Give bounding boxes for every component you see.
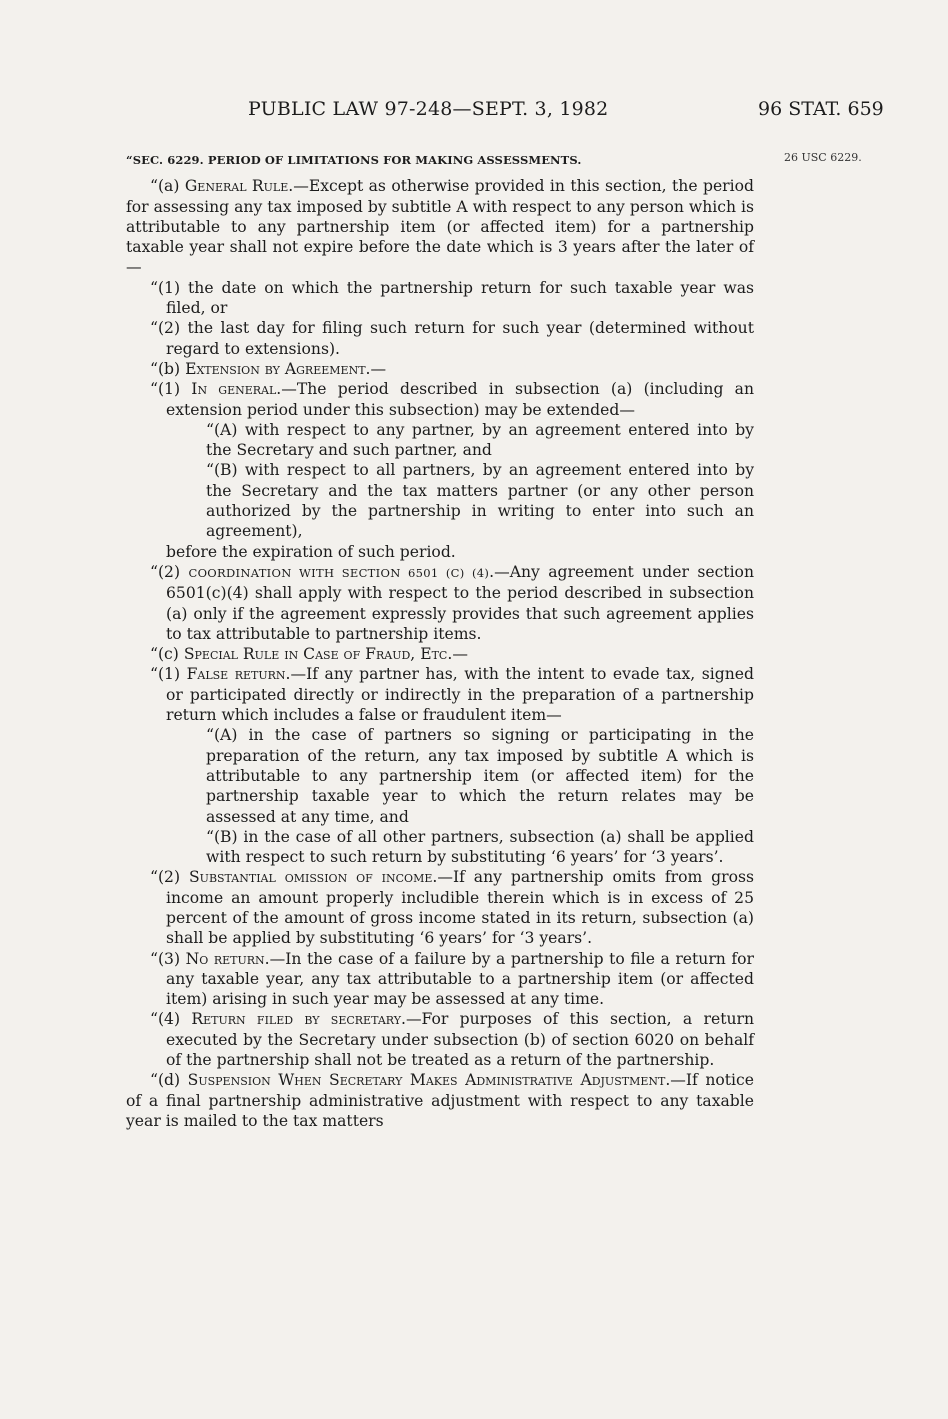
usc-citation-note: 26 USC 6229. xyxy=(784,151,862,164)
subsection-a-paragraph-2: “(2) the last day for filing such return for such year (determined without regard to extensions). xyxy=(150,319,754,358)
public-law-title: PUBLIC LAW 97-248—SEPT. 3, 1982 xyxy=(248,98,609,120)
subsection-c-subparagraph-a: “(A) in the case of partners so signing or participating in the preparation of the return, any tax imposed by subtitle A which is attributable to any partnership item (or affected item) for the partnership taxable year to which the return relates may be assessed at any time, and xyxy=(206,726,754,826)
section-heading: “SEC. 6229. PERIOD OF LIMITATIONS FOR MAKING ASSESSMENTS. xyxy=(126,153,582,167)
subsection-a-paragraph-1: “(1) the date on which the partnership return for such taxable year was filed, or xyxy=(150,278,754,318)
subsection-c-paragraph-1: “(1) False return.—If any partner has, with the intent to evade tax, signed or participated directly or indirectly in the preparation of a partnership return which includes a false or fraudulent item— xyxy=(150,665,754,725)
subsection-b-subparagraph-a: “(A) with respect to any partner, by an agreement entered into by the Secretary and such partner, and xyxy=(206,420,754,460)
subsection-c-paragraph-4: “(4) Return filed by secretary.—For purposes of this section, a return executed by the Secretary under subsection (b) of section 6020 on behalf of the partnership shall not be treated as a return of the partnership. xyxy=(150,1010,755,1070)
statute-body xyxy=(126,150,754,1131)
subsection-c-subparagraph-b: “(B) in the case of all other partners, subsection (a) shall be applied with respect to such return by substituting ‘6 years’ for ‘3 years’. xyxy=(206,827,754,867)
subsection-d: “(d) Suspension When Secretary Makes Administrative Adjustment.—If notice of a final partnership administrative adjustment with respect to any taxable year is mailed to the tax matters xyxy=(126,1071,754,1130)
page-header xyxy=(0,98,948,128)
subsection-b-paragraph-1: “(1) In general.—The period described in subsection (a) (including an extension period under this subsection) may be extended— xyxy=(150,380,754,419)
subsection-b-paragraph-2: “(2) COORDINATION WITH SECTION 6501 (C) (4).—Any agreement under section 6501(c)(4) shall apply with respect to the period described in subsection (a) only if the agreement expressly provides that such agreement applies to tax attributable to partnership items. xyxy=(150,562,754,643)
subsection-b: “(b) Extension by Agreement.— xyxy=(150,359,387,378)
subsection-c: “(c) Special Rule in Case of Fraud, Etc.— xyxy=(150,645,468,664)
subsection-a: “(a) General Rule.—Except as otherwise provided in this section, the period for assessing any tax imposed by subtitle A with respect to any person which is attributable to any partnership item (or affected item) for a partnership taxable year shall not expire before the date which is 3 years after the later of— xyxy=(126,177,754,277)
subsection-c-paragraph-2: “(2) Substantial omission of income.—If any partnership omits from gross income an amount properly includible therein which is in excess of 25 percent of the amount of gross income stated in its return, subsection (a) shall be applied by substituting ‘6 years’ for ‘3 years’. xyxy=(150,868,754,948)
subsection-b-subparagraph-b: “(B) with respect to all partners, by an agreement entered into by the Secretary and the tax matters partner (or any other person authorized by the partnership in writing to enter into such an agreement), xyxy=(206,461,754,541)
subsection-d-caption: Suspension When Secretary Makes Administrative Adjustment. xyxy=(187,1071,671,1090)
subsection-c-caption: Special Rule in Case of Fraud, Etc. xyxy=(183,645,453,664)
subsection-b-caption: Extension by Agreement. xyxy=(185,359,371,378)
subsection-c-paragraph-3: “(3) No return.—In the case of a failure by a partnership to file a return for any taxable year, any tax attributable to a partnership item (or affected item) arising in such year may be assessed at any time. xyxy=(150,949,754,1009)
statute-page-number: 96 STAT. 659 xyxy=(758,98,884,120)
subsection-a-caption: General Rule. xyxy=(184,177,294,196)
subsection-b-tail: before the expiration of such period. xyxy=(166,542,456,561)
